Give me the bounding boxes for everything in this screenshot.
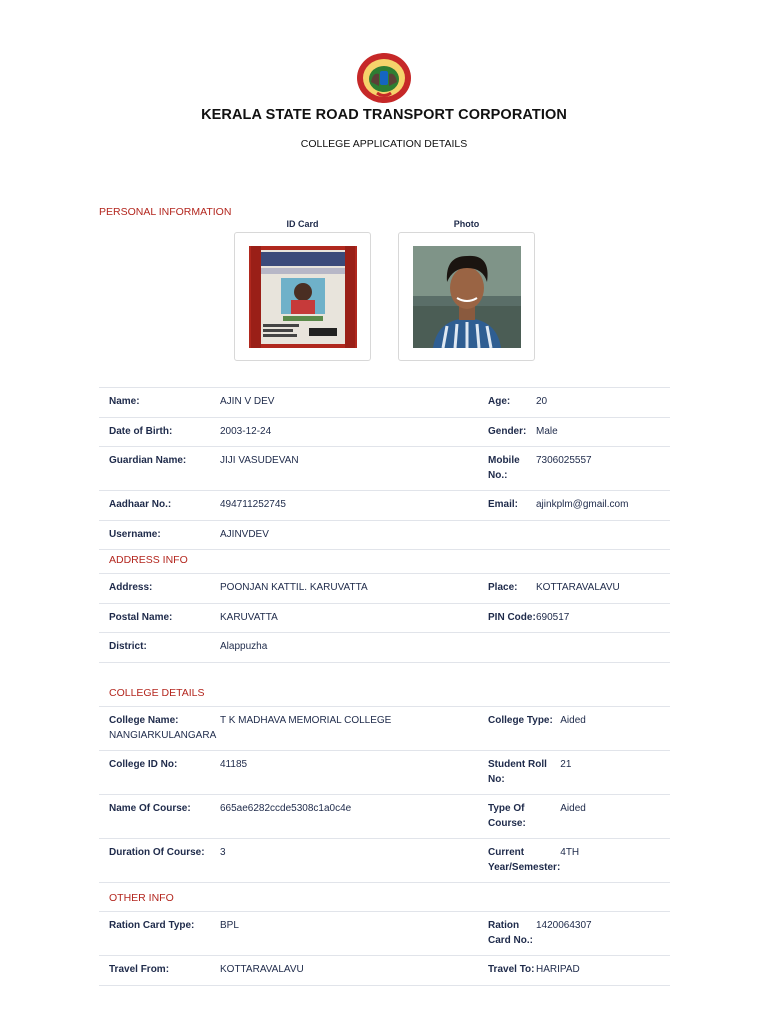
- id-card-image: [234, 232, 371, 361]
- table-row: [99, 707, 670, 751]
- address-info-table: [99, 573, 670, 663]
- college-type-value: Aided: [560, 715, 586, 726]
- college-details-heading: COLLEGE DETAILS: [109, 687, 205, 699]
- email-label: Email:: [488, 499, 519, 510]
- student-roll-label: Student Roll No:: [488, 759, 547, 785]
- travel-from-label: Travel From:: [109, 964, 170, 975]
- table-row: [99, 633, 670, 663]
- college-id-value: 41185: [220, 759, 248, 770]
- address-value: POONJAN KATTIL. KARUVATTA: [220, 582, 368, 593]
- aadhaar-label: Aadhaar No.:: [109, 499, 172, 510]
- course-duration-label: Duration Of Course:: [109, 847, 205, 858]
- place-value: KOTTARAVALAVU: [536, 582, 620, 593]
- email-value: ajinkplm@gmail.com: [536, 499, 629, 510]
- table-row: [99, 388, 670, 418]
- current-semester-value: 4TH: [560, 847, 580, 858]
- postal-name-value: KARUVATTA: [220, 611, 278, 623]
- district-value: Alappuzha: [220, 641, 268, 652]
- travel-from-value: KOTTARAVALAVU: [220, 964, 304, 975]
- current-semester-label: Current Year/Semester:: [488, 847, 561, 873]
- name-value: AJIN V DEV: [220, 396, 275, 407]
- college-details-table: [99, 706, 670, 883]
- id-card-label: ID Card: [286, 219, 319, 229]
- ration-type-label: Ration Card Type:: [109, 920, 195, 931]
- guardian-value: JIJI VASUDEVAN: [220, 455, 299, 466]
- course-name-value: 665ae6282ccde5308c1a0c4e: [220, 803, 352, 814]
- pin-code-value: 690517: [536, 611, 570, 623]
- college-name-cell: [99, 707, 488, 751]
- gender-label: Gender:: [488, 425, 527, 437]
- dob-value: 2003-12-24: [220, 425, 272, 437]
- college-type-label: College Type:: [488, 715, 553, 726]
- pin-code-label: PIN Code:: [488, 611, 536, 623]
- kerala-emblem-icon: [355, 52, 413, 104]
- applicant-picture: [413, 246, 521, 348]
- travel-to-label: Travel To:: [488, 964, 535, 975]
- postal-name-label: Postal Name:: [109, 611, 173, 623]
- college-name-value: T K MADHAVA MEMORIAL COLLEGE NANGIARKULANGARA: [109, 715, 392, 741]
- username-value: AJINVDEV: [220, 528, 269, 540]
- other-info-table: [99, 911, 670, 986]
- dob-label: Date of Birth:: [109, 425, 173, 437]
- personal-info-table: [99, 387, 670, 550]
- id-card-picture: [249, 246, 357, 348]
- district-label: District:: [109, 641, 147, 652]
- college-name-label: College Name:: [109, 715, 179, 726]
- age-value: 20: [536, 396, 548, 407]
- gender-value: Male: [536, 425, 558, 437]
- course-duration-value: 3: [220, 847, 226, 858]
- table-row: [99, 795, 670, 839]
- ration-type-value: BPL: [220, 920, 239, 931]
- course-type-value: Aided: [560, 803, 586, 814]
- table-row: [99, 574, 670, 604]
- table-row: [99, 520, 670, 550]
- place-label: Place:: [488, 582, 518, 593]
- table-row: [99, 912, 670, 956]
- course-type-label: Type Of Course:: [488, 803, 526, 829]
- ration-number-label: Ration Card No.:: [488, 920, 533, 946]
- personal-info-heading: PERSONAL INFORMATION: [99, 206, 232, 218]
- age-label: Age:: [488, 396, 511, 407]
- table-row: [99, 956, 670, 986]
- table-row: [99, 491, 670, 521]
- photo-label: Photo: [453, 219, 480, 229]
- username-label: Username:: [109, 528, 161, 540]
- table-row: [99, 751, 670, 795]
- organization-name: KERALA STATE ROAD TRANSPORT CORPORATION: [201, 107, 567, 123]
- other-info-heading: OTHER INFO: [109, 892, 174, 904]
- guardian-label: Guardian Name:: [109, 455, 187, 466]
- address-info-heading: ADDRESS INFO: [109, 554, 188, 566]
- address-label: Address:: [109, 582, 153, 593]
- name-label: Name:: [109, 396, 140, 407]
- college-id-label: College ID No:: [109, 759, 178, 770]
- table-row: [99, 417, 670, 447]
- travel-to-value: HARIPAD: [536, 964, 580, 975]
- table-row: [99, 447, 670, 491]
- applicant-photo: [398, 232, 535, 361]
- mobile-label: Mobile No.:: [488, 455, 520, 481]
- table-row: [99, 839, 670, 883]
- mobile-value: 7306025557: [536, 455, 592, 466]
- table-row: [99, 603, 670, 633]
- student-roll-value: 21: [560, 759, 572, 770]
- document-title: COLLEGE APPLICATION DETAILS: [300, 138, 468, 150]
- ration-number-value: 1420064307: [536, 920, 592, 931]
- course-name-label: Name Of Course:: [109, 803, 191, 814]
- aadhaar-value: 494711252745: [220, 499, 286, 510]
